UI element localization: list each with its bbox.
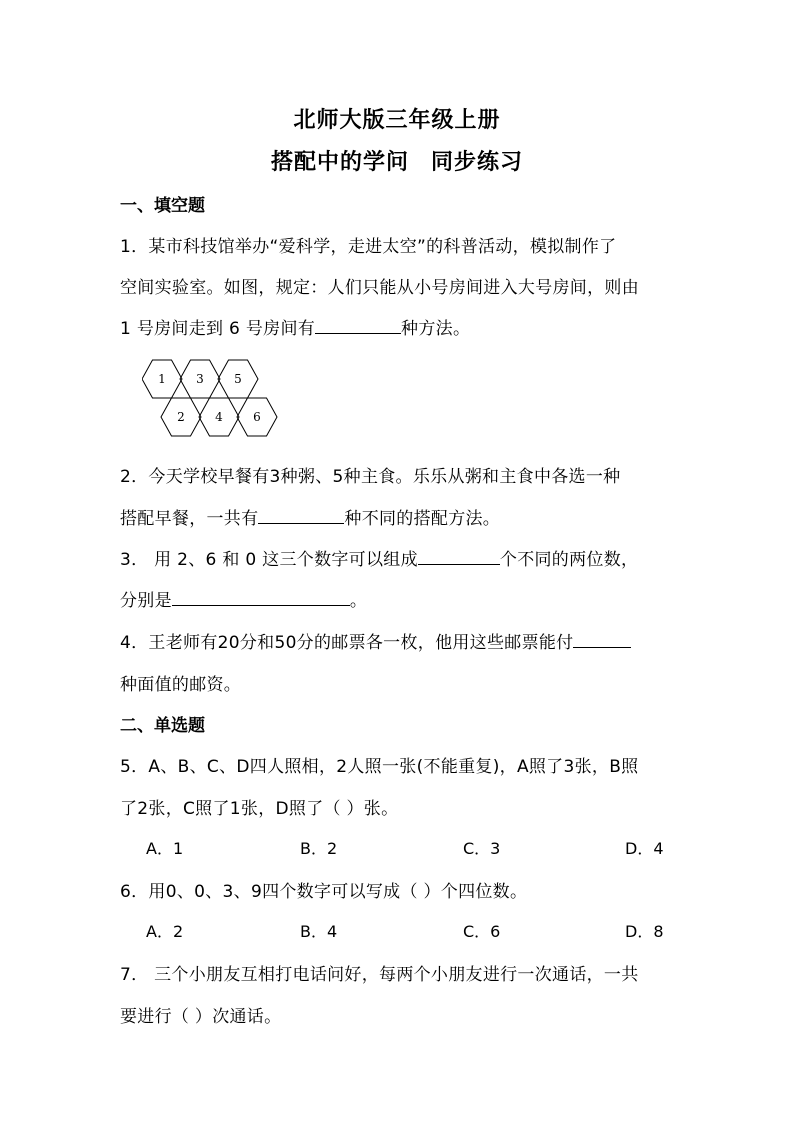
q5-option-a[interactable]: A．1 (146, 839, 184, 858)
q1-line2: 空间实验室。如图，规定：人们只能从小号房间进入大号房间，则由 (120, 278, 639, 298)
hexagon-rooms-diagram (142, 354, 282, 442)
q5-option-d[interactable]: D．4 (625, 839, 664, 858)
q3-list-label: 分别是 (120, 591, 172, 611)
q3-line1 (120, 545, 638, 570)
section-fill-blank-title: 一、填空题 (120, 196, 205, 216)
q1-text-before: 1 号房间走到 6 号房间有 (120, 319, 316, 339)
room-label-3: 3 (196, 372, 204, 386)
q5-option-c[interactable]: C．3 (463, 839, 501, 858)
q1-answer-blank[interactable] (315, 316, 401, 334)
worksheet-title: 北师大版三年级上册 (293, 108, 501, 133)
q1-line3 (120, 314, 470, 339)
q2-line1: 2．今天学校早餐有3种粥、5种主食。乐乐从粥和主食中各选一种 (120, 467, 621, 487)
q5-option-b[interactable]: B．2 (300, 839, 338, 858)
q7-line2: 要进行（ ）次通话。 (120, 1007, 282, 1027)
subtitle-type: 同步练习 (431, 150, 524, 175)
q4-line2: 种面值的邮资。 (120, 675, 242, 695)
worksheet-subtitle (0, 145, 794, 176)
q6-option-a[interactable]: A．2 (146, 922, 184, 941)
room-label-5: 5 (234, 372, 242, 386)
section-single-choice-title: 二、单选题 (120, 716, 205, 736)
q7-line1: 7． 三个小朋友互相打电话问好，每两个小朋友进行一次通话，一共 (120, 965, 639, 985)
room-label-4: 4 (215, 410, 223, 424)
q1-text-after: 种方法。 (401, 319, 471, 339)
room-label-1: 1 (158, 372, 166, 386)
q6-option-c[interactable]: C．6 (463, 922, 501, 941)
q4-line1 (120, 628, 631, 653)
q1-line1: 1．某市科技馆举办“爱科学，走进太空”的科普活动，模拟制作了 (120, 237, 617, 257)
q2-text-before: 搭配早餐，一共有 (120, 509, 259, 529)
subtitle-topic: 搭配中的学问 (270, 150, 409, 175)
q3-text-before: 3． 用 2、6 和 0 这三个数字可以组成 (120, 550, 418, 570)
q4-text-before: 4．王老师有20分和50分的邮票各一枚，他用这些邮票能付 (120, 633, 574, 653)
q3-period: 。 (349, 591, 368, 611)
q6-option-b[interactable]: B．4 (300, 922, 338, 941)
room-label-2: 2 (177, 410, 185, 424)
q3-count-blank[interactable] (418, 547, 500, 565)
q3-text-after: 个不同的两位数， (499, 550, 639, 570)
q3-line2 (120, 586, 367, 611)
q2-line2 (120, 504, 500, 529)
q5-line1: 5．A、B、C、D四人照相，2人照一张(不能重复)，A照了3张，B照 (120, 757, 639, 777)
q4-answer-blank[interactable] (573, 630, 631, 648)
q2-text-after: 种不同的搭配方法。 (344, 509, 501, 529)
q5-line2: 了2张，C照了1张，D照了（ ）张。 (120, 799, 399, 819)
q6-line1: 6．用0、0、3、9四个数字可以写成（ ）个四位数。 (120, 882, 528, 902)
room-label-6: 6 (253, 410, 261, 424)
q3-numbers-blank[interactable] (172, 588, 350, 606)
q6-option-d[interactable]: D．8 (625, 922, 664, 941)
q2-answer-blank[interactable] (258, 506, 344, 524)
